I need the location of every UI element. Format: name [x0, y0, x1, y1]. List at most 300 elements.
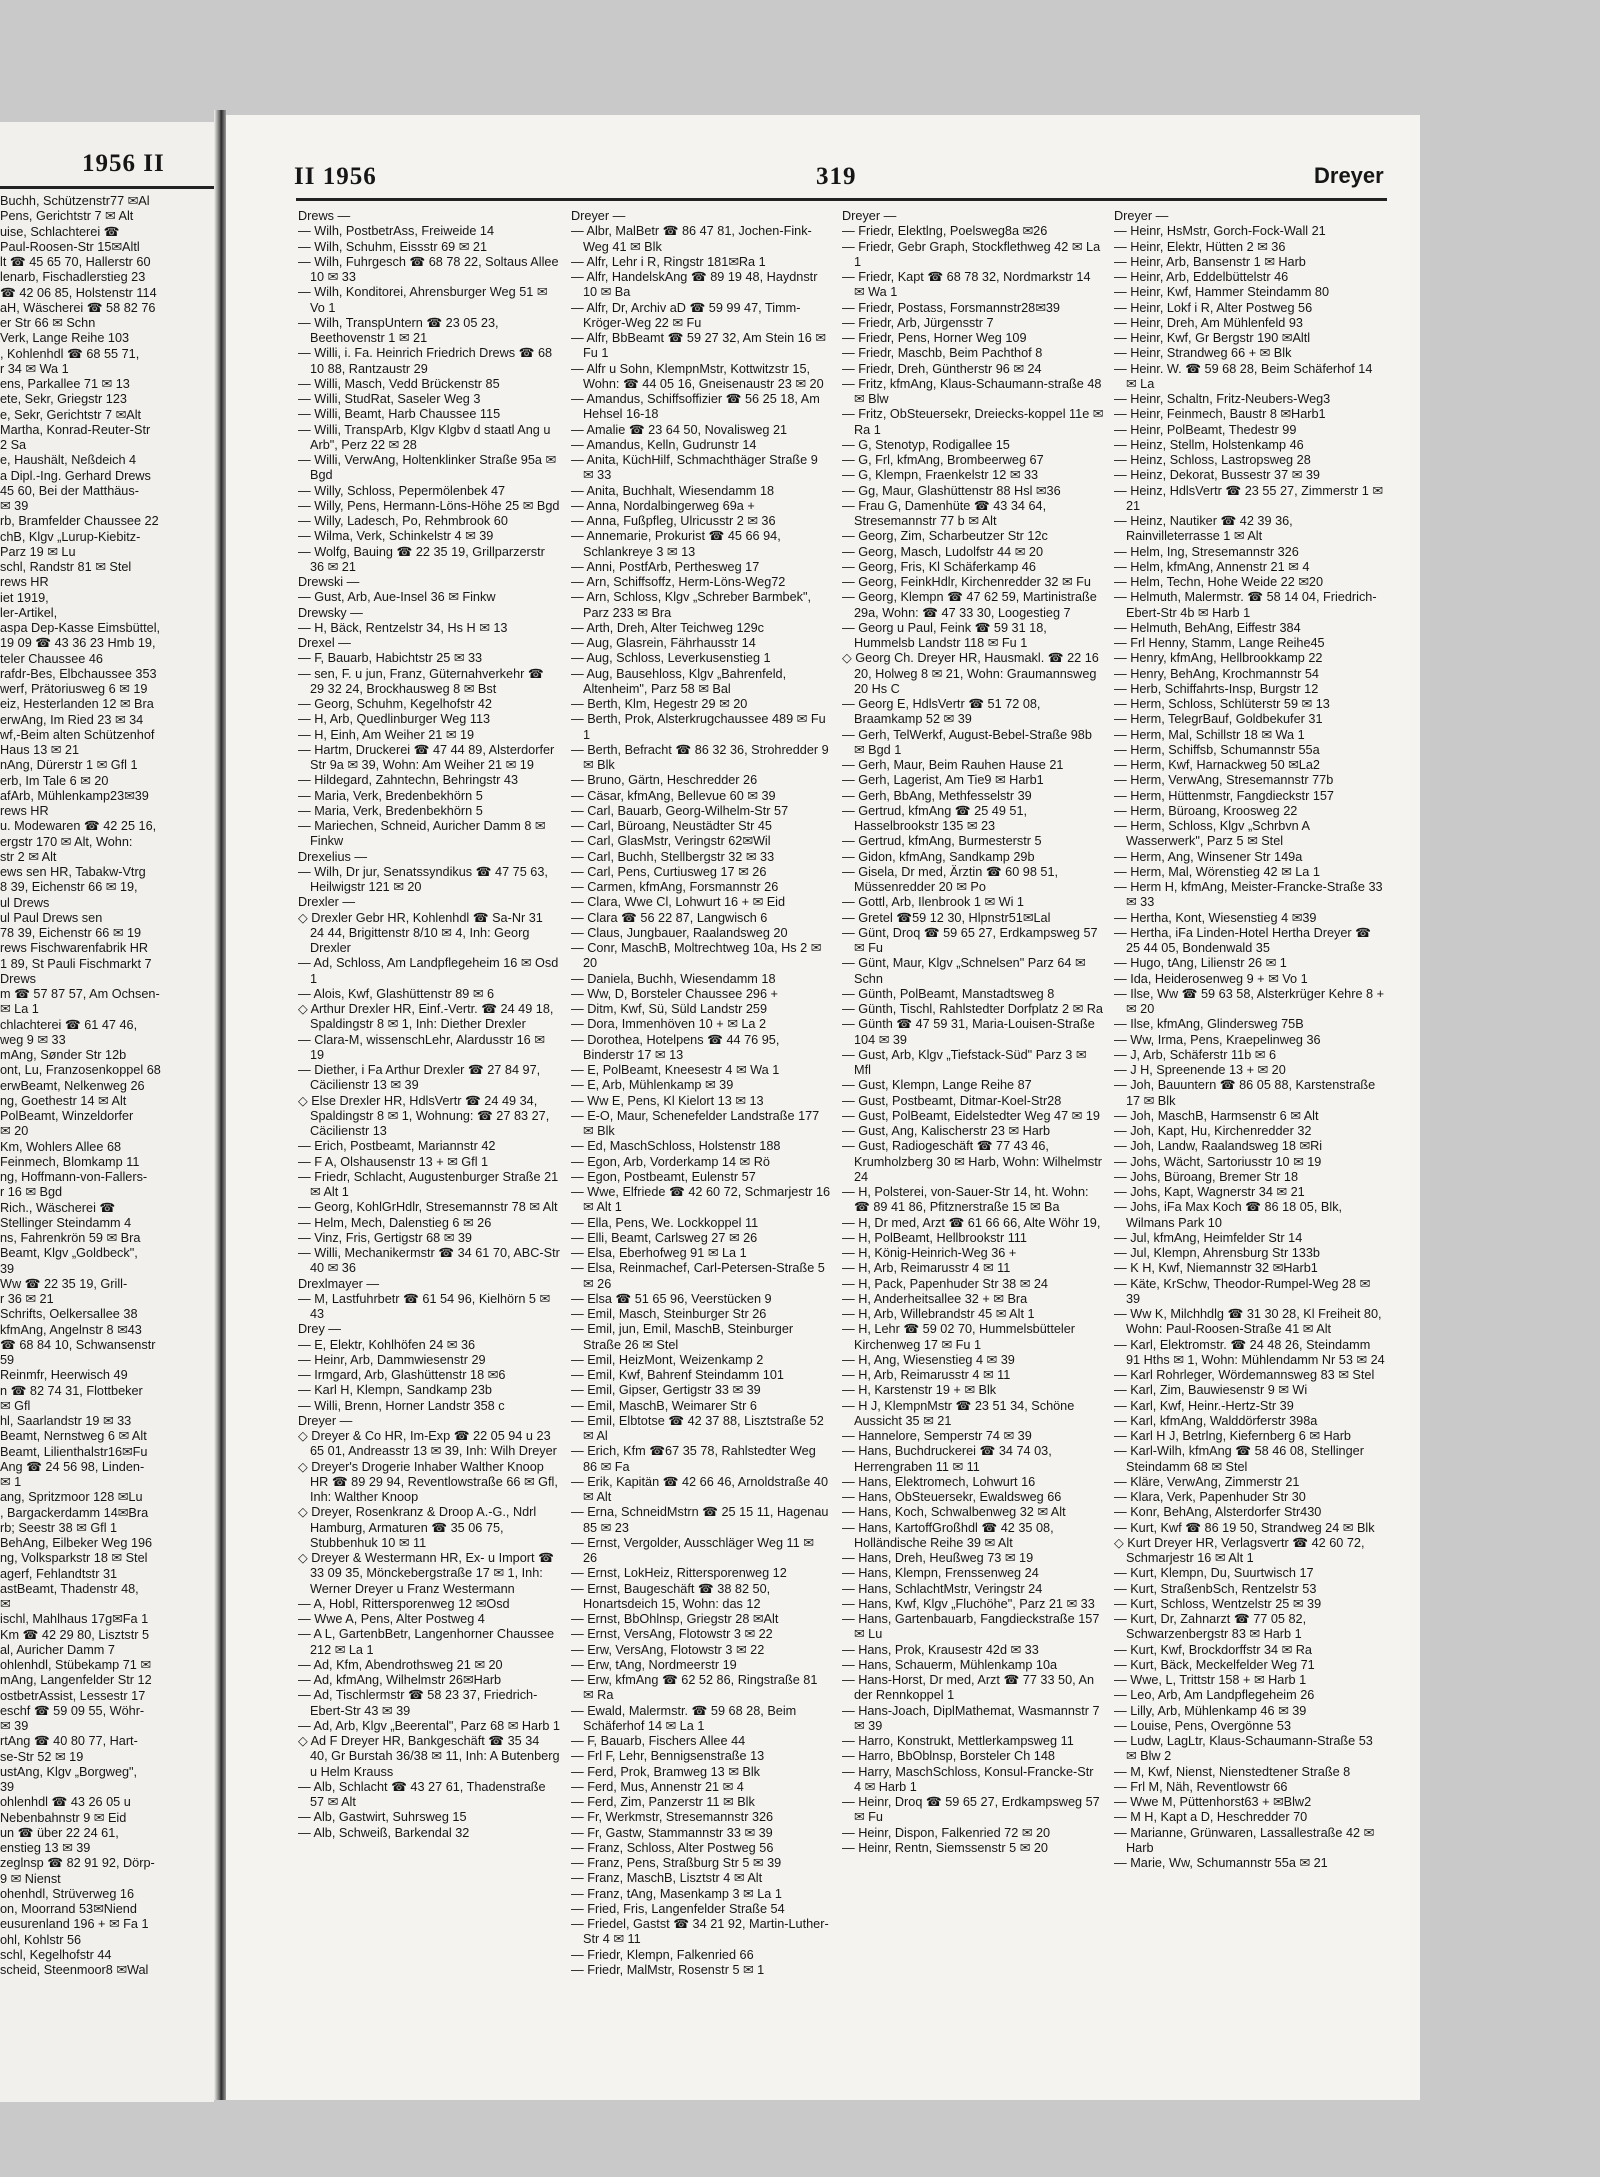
- directory-entry: — Klara, Verk, Papenhuder Str 30: [1114, 1490, 1306, 1504]
- directory-entry: — Ernst, VersAng, Flotowstr 3 ✉ 22: [571, 1627, 773, 1642]
- directory-entry: — Günth, PolBeamt, Manstadtsweg 8: [842, 986, 1055, 1001]
- directory-entry: — Kurt, Schloss, Wentzelstr 25 ✉ 39: [1114, 1596, 1322, 1611]
- directory-entry: rtAng ☎ 40 80 77, Hart-: [0, 1734, 138, 1749]
- directory-entry: nAng, Dürerstr 1 ✉ Gfl 1: [0, 758, 138, 773]
- directory-entry: — Erw, kfmAng ☎ 62 52 86, Ringstraße 81 ✉ Ra: [571, 1673, 818, 1703]
- directory-entry: — Helmuth, Malermstr. ☎ 58 14 04, Friedrich-Ebert-Str 4b ✉ Harb 1: [1114, 590, 1377, 620]
- directory-entry: — Heinr. W. ☎ 59 68 28, Beim Schäferhof 14 ✉ La: [1114, 361, 1373, 391]
- directory-entry: — Wilh, PostbetrAss, Freiweide 14: [298, 224, 495, 239]
- directory-column-2: [571, 209, 831, 1978]
- directory-entry: — Ad, kfmAng, Wilhelmstr 26✉Harb: [298, 1673, 502, 1687]
- directory-entry: — Gretel ☎59 12 30, Hlpnstr51✉Lal: [842, 910, 1051, 925]
- directory-entry: , Kohlenhdl ☎ 68 55 71,: [0, 346, 140, 361]
- directory-entry: — Ad, Kfm, Abendrothsweg 21 ✉ 20: [298, 1657, 503, 1672]
- directory-entry: — Hans, Dreh, Heußweg 73 ✉ 19: [842, 1551, 1034, 1565]
- directory-entry: — Fr, Gastw, Stammannstr 33 ✉ 39: [571, 1825, 773, 1840]
- directory-entry: ul Paul Drews sen: [0, 910, 103, 925]
- directory-entry: ont, Lu, Franzosenkoppel 68: [0, 1063, 161, 1078]
- directory-entry: — Carmen, kfmAng, Forsmannstr 26: [571, 880, 779, 894]
- directory-entry: — Hans, Klempn, Frenssenweg 24: [842, 1566, 1039, 1581]
- directory-entry: — Ernst, LokHeiz, Rittersporenweg 12: [571, 1566, 787, 1581]
- directory-entry: eschf ☎ 59 09 55, Wöhr-: [0, 1703, 145, 1718]
- directory-entry: — Heinr, Kwf, Gr Bergstr 190 ✉Altl: [1114, 331, 1311, 345]
- directory-entry: — Conr, MaschB, Moltrechtweg 10a, Hs 2 ✉ 20: [571, 941, 822, 971]
- directory-entry: — Alb, Schlacht ☎ 43 27 61, Thadenstraße 57 ✉ Alt: [298, 1779, 546, 1809]
- directory-entry: Verk, Lange Reihe 103: [0, 331, 130, 346]
- directory-entry: — Ww K, Milchhdlg ☎ 31 30 28, Kl Freiheit 80, Wohn: Paul-Roosen-Straße 41 ✉ Alt: [1114, 1307, 1382, 1337]
- directory-entry: 8 39, Eichenstr 66 ✉ 19,: [0, 880, 138, 895]
- directory-entry: — Emil, Gipser, Gertigstr 33 ✉ 39: [571, 1383, 761, 1398]
- directory-entry: ✉ La 1: [0, 1002, 39, 1017]
- directory-entry: Pens, Gerichtstr 7 ✉ Alt: [0, 209, 134, 224]
- directory-entry: — Herm H, kfmAng, Meister-Francke-Straße 33 ✉ 33: [1114, 880, 1383, 910]
- directory-entry: on, Moorrand 53✉Niend: [0, 1902, 137, 1916]
- directory-entry: — Arn, Schloss, Klgv „Schreber Barmbek", Parz 233 ✉ Bra: [571, 590, 812, 620]
- directory-entry: — Franz, tAng, Masenkamp 3 ✉ La 1: [571, 1886, 782, 1901]
- directory-entry: — Amandus, Schiffsoffizier ☎ 56 25 18, Am Hehsel 16-18: [571, 392, 820, 422]
- directory-entry: — Hannelore, Semperstr 74 ✉ 39: [842, 1429, 1032, 1443]
- directory-entry: — Friedr, Dreh, Güntherstr 96 ✉ 24: [842, 361, 1042, 376]
- directory-entry: — Ferd, Prok, Bramweg 13 ✉ Blk: [571, 1764, 761, 1779]
- directory-entry: Rich., Wäscherei ☎: [0, 1200, 116, 1215]
- directory-entry: — Berth, Befracht ☎ 86 32 36, Strohredder 9 ✉ Blk: [571, 742, 829, 772]
- directory-entry: — Alfr, BbBeamt ☎ 59 27 32, Am Stein 16 ✉ Fu 1: [571, 331, 826, 361]
- directory-entry: — H, PolBeamt, Hellbrookstr 111: [842, 1230, 1027, 1245]
- left-header-rule: [0, 186, 214, 189]
- directory-entry: — Vinz, Fris, Gertigstr 68 ✉ 39: [298, 1230, 472, 1245]
- directory-entry: — Gerh, Maur, Beim Rauhen Hause 21: [842, 758, 1064, 772]
- directory-entry: — Kurt, Dr, Zahnarzt ☎ 77 05 82, Schwarzenbergstr 83 ✉ Harb 1: [1114, 1612, 1307, 1642]
- directory-entry: — Heinr, HsMstr, Gorch-Fock-Wall 21: [1114, 224, 1326, 239]
- directory-entry: — Friedr, Arb, Jürgensstr 7: [842, 315, 994, 330]
- directory-entry: — Karl, kfmAng, Walddörferstr 398a: [1114, 1413, 1318, 1428]
- directory-entry: — Ida, Heiderosenweg 9 + ✉ Vo 1: [1114, 971, 1308, 986]
- directory-entry: rews HR: [0, 575, 49, 590]
- directory-entry: — Wilh, Konditorei, Ahrensburger Weg 51 ✉ Vo 1: [298, 285, 548, 315]
- directory-entry: — Ad, Tischlermstr ☎ 58 23 37, Friedrich-Ebert-Str 43 ✉ 39: [298, 1688, 538, 1718]
- directory-entry: — F, Bauarb, Habichtstr 25 ✉ 33: [298, 651, 483, 666]
- directory-entry: — Carl, Buchh, Stellbergstr 32 ✉ 33: [571, 849, 775, 864]
- directory-entry: Ang ☎ 24 56 98, Linden-: [0, 1459, 145, 1474]
- directory-entry: — Ilse, kfmAng, Glindersweg 75B: [1114, 1017, 1304, 1032]
- directory-entry: Buchh, Schützenstr77 ✉Al: [0, 194, 150, 208]
- directory-entry: Ww ☎ 22 35 19, Grill-: [0, 1276, 128, 1291]
- directory-entry: — Diether, i Fa Arthur Drexler ☎ 27 84 97, Cäcilienstr 13 ✉ 39: [298, 1063, 541, 1093]
- directory-entry: 59: [0, 1353, 15, 1367]
- directory-entry: ◇ Georg Ch. Dreyer HR, Hausmakl. ☎ 22 16 20, Holweg 8 ✉ 21, Wohn: Graumannsweg 20 Hs C: [842, 651, 1099, 696]
- directory-entry: — Georg, Schuhm, Kegelhofstr 42: [298, 697, 492, 711]
- directory-entry: — Harry, MaschSchloss, Konsul-Francke-Str 4 ✉ Harb 1: [842, 1764, 1094, 1794]
- directory-entry: — Hartm, Druckerei ☎ 47 44 89, Alsterdorfer Str 9a ✉ 39, Wohn: Am Weiher 21 ✉ 19: [298, 742, 555, 772]
- directory-entry: ang, Spritzmoor 128 ✉Lu: [0, 1490, 143, 1505]
- directory-entry: — Anna, Nordalbingerweg 69a +: [571, 498, 755, 513]
- directory-entry: — Konr, BehAng, Alsterdorfer Str430: [1114, 1505, 1322, 1520]
- directory-entry: ◇ Drexler Gebr HR, Kohlenhdl ☎ Sa-Nr 31 24 44, Brigittenstr 8/10 ✉ 4, Inh: Georg Drexler: [298, 910, 543, 955]
- directory-entry: — Lilly, Arb, Mühlenkamp 46 ✉ 39: [1114, 1703, 1307, 1718]
- directory-entry: — Friedr, Kapt ☎ 68 78 32, Nordmarkstr 14 ✉ Wa 1: [842, 270, 1091, 300]
- directory-entry: — Heinr, Dreh, Am Mühlenfeld 93: [1114, 315, 1303, 330]
- directory-entry: aH, Wäscherei ☎ 58 82 76: [0, 300, 156, 315]
- directory-entry: Martha, Konrad-Reuter-Str: [0, 422, 151, 437]
- directory-entry: agerf, Fehlandtstr 31: [0, 1566, 118, 1581]
- directory-entry: — Wilh, TranspUntern ☎ 23 05 23, Beethovenstr 1 ✉ 21: [298, 315, 499, 345]
- directory-entry: — Herm, Hüttenmstr, Fangdieckstr 157: [1114, 788, 1334, 803]
- directory-entry: — Willi, VerwAng, Holtenklinker Straße 95a ✉ Bgd: [298, 453, 557, 483]
- directory-entry: ohlenhdl, Stübekamp 71 ✉: [0, 1658, 151, 1672]
- running-head-year: II 1956: [294, 163, 377, 190]
- directory-entry: — Anita, KüchHilf, Schmachthäger Straße 9 ✉ 33: [571, 453, 818, 483]
- directory-entry: Km, Wohlers Allee 68: [0, 1139, 122, 1154]
- directory-entry: — Hans, Gartenbauarb, Fangdieckstraße 157 ✉ Lu: [842, 1612, 1100, 1642]
- directory-entry: — Fritz, ObSteuersekr, Dreiecks-koppel 11e ✉ Ra 1: [842, 407, 1104, 437]
- directory-entry: str 2 ✉ Alt: [0, 849, 57, 864]
- directory-entry: — Karl, Kwf, Heinr.-Hertz-Str 39: [1114, 1398, 1294, 1413]
- directory-entry: ohl, Kohlstr 56: [0, 1932, 82, 1947]
- directory-entry: — Carl, Bauarb, Georg-Wilhelm-Str 57: [571, 803, 789, 818]
- directory-entry: — Heinz, Schloss, Lastropsweg 28: [1114, 453, 1311, 467]
- directory-entry: — Heinr, Rentn, Siemssenstr 5 ✉ 20: [842, 1840, 1048, 1855]
- directory-entry: — Heinr, PolBeamt, Thedestr 99: [1114, 422, 1297, 437]
- directory-entry: ✉ Gfl: [0, 1398, 31, 1413]
- directory-entry: — Willy, Schloss, Pepermölenbek 47: [298, 483, 506, 498]
- left-running-head: 1956 II: [82, 150, 165, 177]
- directory-entry: mAng, Langenfelder Str 12: [0, 1673, 152, 1688]
- directory-entry: — Emil, jun, Emil, MaschB, Steinburger Straße 26 ✉ Stel: [571, 1322, 794, 1352]
- directory-entry: — Alfr, Dr, Archiv aD ☎ 59 99 47, Timm-Kröger-Weg 22 ✉ Fu: [571, 300, 801, 330]
- surname-heading: Drey —: [298, 1322, 341, 1337]
- directory-entry: — Irmgard, Arb, Glashüttenstr 18 ✉6: [298, 1368, 506, 1382]
- directory-entry: — Wwe, L, Trittstr 158 + ✉ Harb 1: [1114, 1673, 1307, 1687]
- directory-entry: ◇ Dreyer's Drogerie Inhaber Walther Knoop HR ☎ 89 29 94, Reventlowstraße 66 ✉ Gfl, Inh: Walther Knoop: [298, 1459, 558, 1504]
- directory-entry: — Georg E, HdlsVertr ☎ 51 72 08, Braamkamp 52 ✉ 39: [842, 697, 1041, 727]
- directory-entry: — Friedr, Pens, Horner Weg 109: [842, 331, 1027, 345]
- directory-entry: — Elli, Beamt, Carlsweg 27 ✉ 26: [571, 1230, 758, 1245]
- directory-entry: — Georg, Masch, Ludolfstr 44 ✉ 20: [842, 544, 1044, 559]
- directory-entry: Parz 19 ✉ Lu: [0, 544, 76, 559]
- directory-entry: — Johs, Wächt, Sartoriusstr 10 ✉ 19: [1114, 1154, 1322, 1169]
- directory-entry: — Mariechen, Schneid, Auricher Damm 8 ✉ Finkw: [298, 819, 546, 849]
- directory-entry: — Karl-Wilh, kfmAng ☎ 58 46 08, Stellinger Steindamm 68 ✉ Stel: [1114, 1444, 1364, 1474]
- directory-entry: — Ernst, Baugeschäft ☎ 38 82 50, Honartsdeich 15, Wohn: das 12: [571, 1581, 771, 1611]
- directory-entry: — Johs, Kapt, Wagnerstr 34 ✉ 21: [1114, 1185, 1305, 1199]
- directory-entry: — Kurt, Kwf, Brockdorffstr 34 ✉ Ra: [1114, 1642, 1312, 1657]
- directory-entry: — E, PolBeamt, Kneesestr 4 ✉ Wa 1: [571, 1063, 780, 1077]
- directory-entry: schl, Kegelhofstr 44: [0, 1947, 112, 1962]
- directory-entry: — H, Pack, Papenhuder Str 38 ✉ 24: [842, 1276, 1048, 1291]
- directory-entry: — Heinz, Stellm, Holstenkamp 46: [1114, 437, 1304, 452]
- directory-entry: — Alfr u Sohn, KlempnMstr, Kottwitzstr 15, Wohn: ☎ 44 05 16, Gneisenaustr 23 ✉ 20: [571, 361, 824, 391]
- running-head-name: Dreyer: [1314, 163, 1384, 188]
- directory-entry: — Friedel, Gastst ☎ 34 21 92, Martin-Luther-Str 4 ✉ 11: [571, 1917, 829, 1947]
- directory-entry: iet 1919,: [0, 590, 49, 605]
- directory-entry: — H, Polsterei, von-Sauer-Str 14, ht. Wohn: ☎ 89 41 86, Pfitznerstraße 15 ✉ Ba: [842, 1185, 1089, 1215]
- directory-entry: se-Str 52 ✉ 19: [0, 1749, 84, 1764]
- directory-entry: Km ☎ 42 29 80, Lisztstr 5: [0, 1627, 150, 1642]
- directory-entry: — Georg u Paul, Feink ☎ 59 31 18, Hummelsb Landstr 118 ✉ Fu 1: [842, 620, 1047, 650]
- directory-entry: — Friedr, MalMstr, Rosenstr 5 ✉ 1: [571, 1962, 765, 1977]
- directory-entry: — Carl, Büroang, Neustädter Str 45: [571, 819, 772, 833]
- directory-entry: — Günth ☎ 47 59 31, Maria-Louisen-Straße 104 ✉ 39: [842, 1017, 1095, 1047]
- directory-entry: — Harro, BbOblnsp, Borsteler Ch 148: [842, 1749, 1055, 1764]
- directory-entry: — Heinz, Nautiker ☎ 42 39 36, Rainvilleterrasse 1 ✉ Alt: [1114, 514, 1293, 544]
- directory-entry: — H, Anderheitsallee 32 + ✉ Bra: [842, 1291, 1028, 1306]
- directory-entry: — Willi, StudRat, Saseler Weg 3: [298, 392, 481, 406]
- directory-entry: — Dora, Immenhöven 10 + ✉ La 2: [571, 1017, 767, 1032]
- directory-entry: — Willy, Ladesch, Po, Rehmbrook 60: [298, 514, 508, 528]
- directory-entry: — Heinr, Dispon, Falkenried 72 ✉ 20: [842, 1825, 1051, 1840]
- directory-entry: — Arth, Dreh, Alter Teichweg 129c: [571, 620, 764, 635]
- directory-entry: 39: [0, 1261, 15, 1276]
- directory-entry: — Erich, Postbeamt, Mariannstr 42: [298, 1139, 496, 1154]
- directory-entry: — Georg, KohlGrHdlr, Stresemannstr 78 ✉ Alt: [298, 1200, 558, 1215]
- directory-entry: — Heinr, Lokf i R, Alter Postweg 56: [1114, 300, 1313, 315]
- directory-entry: — Hans, SchlachtMstr, Veringstr 24: [842, 1581, 1043, 1596]
- directory-entry: — Gust, Arb, Aue-Insel 36 ✉ Finkw: [298, 590, 496, 605]
- directory-entry: — Willi, i. Fa. Heinrich Friedrich Drews ☎ 68 10 88, Rantzaustr 29: [298, 346, 553, 376]
- directory-entry: — Hertha, Kont, Wiesenstieg 4 ✉39: [1114, 910, 1317, 925]
- directory-entry: — Herm, Ang, Winsener Str 149a: [1114, 849, 1303, 864]
- directory-entry: weg 9 ✉ 33: [0, 1032, 66, 1047]
- directory-entry: — H, Arb, Reimarusstr 4 ✉ 11: [842, 1368, 1011, 1382]
- directory-entry: — Elsa, Eberhofweg 91 ✉ La 1: [571, 1246, 747, 1260]
- directory-entry: schl, Randstr 81 ✉ Stel: [0, 560, 132, 574]
- surname-heading: Dreyer —: [1114, 209, 1169, 223]
- directory-entry: hl, Saarlandstr 19 ✉ 33: [0, 1414, 132, 1428]
- directory-entry: — Herm, Büroang, Kroosweg 22: [1114, 803, 1298, 818]
- directory-entry: — Georg, Zim, Scharbeutzer Str 12c: [842, 529, 1048, 544]
- directory-entry: ◇ Else Drexler HR, HdlsVertr ☎ 24 49 34, Spaldingstr 8 ✉ 1, Wohnung: ☎ 27 83 27, Cäcilienstr 13: [298, 1093, 550, 1138]
- directory-entry: — Wilh, Fuhrgesch ☎ 68 78 22, Soltaus Allee 10 ✉ 33: [298, 254, 559, 284]
- directory-entry: 78 39, Eichenstr 66 ✉ 19: [0, 926, 142, 940]
- directory-entry: — Aug, Bausehloss, Klgv „Bahrenfeld, Altenheim", Parz 58 ✉ Bal: [571, 666, 787, 696]
- directory-entry: — Gust, Arb, Klgv „Tiefstack-Süd" Parz 3 ✉ Mfl: [842, 1047, 1087, 1077]
- directory-entry: ◇ Dreyer & Westermann HR, Ex- u Import ☎ 33 09 35, Mönckebergstraße 17 ✉ 1, Inh: Werner Dreyer u Franz Westermann: [298, 1551, 554, 1596]
- directory-entry: e, Haushält, Neßdeich 4: [0, 453, 137, 468]
- directory-entry: ng, Hoffmann-von-Fallers-: [0, 1170, 148, 1184]
- directory-entry: lenarb, Fischadlerstieg 23: [0, 270, 146, 285]
- directory-entry: uise, Schlachterei ☎: [0, 224, 120, 239]
- directory-entry: ✉ 1: [0, 1475, 22, 1489]
- directory-entry: — Helm, Mech, Dalenstieg 6 ✉ 26: [298, 1215, 492, 1230]
- directory-entry: — Herm, Mal, Schillstr 18 ✉ Wa 1: [1114, 727, 1305, 742]
- directory-entry: — Helm, Ing, Stresemannstr 326: [1114, 544, 1299, 559]
- directory-entry: — Ilse, Ww ☎ 59 63 58, Alsterkrüger Kehre 8 + ✉ 20: [1114, 986, 1385, 1016]
- directory-entry: n ☎ 82 74 31, Flottbeker: [0, 1383, 143, 1398]
- directory-entry: — Berth, Klm, Hegestr 29 ✉ 20: [571, 697, 748, 711]
- directory-entry: r 36 ✉ 21: [0, 1292, 54, 1306]
- directory-entry: — Egon, Arb, Vorderkamp 14 ✉ Rö: [571, 1154, 770, 1169]
- directory-entry: ◇ Dreyer, Rosenkranz & Droop A.-G., Ndrl Hamburg, Armaturen ☎ 35 06 75, Stubbenhuk 10 ✉ 11: [298, 1505, 537, 1550]
- directory-entry: — Willy, Pens, Hermann-Löns-Höhe 25 ✉ Bgd: [298, 498, 560, 513]
- directory-entry: — H, Arb, Reimarusstr 4 ✉ 11: [842, 1261, 1011, 1276]
- directory-entry: — Maria, Verk, Bredenbekhörn 5: [298, 788, 483, 803]
- directory-entry: — Frau G, Damenhüte ☎ 43 34 64, Stresemannstr 77 b ✉ Alt: [842, 498, 1047, 528]
- directory-entry: — Emil, MaschB, Weimarer Str 6: [571, 1398, 757, 1413]
- directory-entry: Schrifts, Oelkersallee 38: [0, 1307, 138, 1322]
- directory-entry: — Marie, Ww, Schumannstr 55a ✉ 21: [1114, 1856, 1328, 1870]
- directory-entry: — Bruno, Gärtn, Heschredder 26: [571, 773, 758, 788]
- directory-entry: — Jul, Klempn, Ahrensburg Str 133b: [1114, 1246, 1320, 1260]
- directory-entry: — Herb, Schiffahrts-Insp, Burgstr 12: [1114, 681, 1319, 696]
- directory-entry: — Herm, TelegrBauf, Goldbekufer 31: [1114, 712, 1323, 727]
- directory-entry: — Emil, HeizMont, Weizenkamp 2: [571, 1352, 764, 1367]
- directory-entry: PolBeamt, Winzeldorfer: [0, 1109, 134, 1123]
- directory-entry: — Alfr, HandelskAng ☎ 89 19 48, Haydnstr 10 ✉ Ba: [571, 270, 818, 300]
- directory-entry: erwBeamt, Nelkenweg 26: [0, 1078, 145, 1093]
- directory-entry: — Arn, Schiffsoffz, Herm-Löns-Weg72: [571, 575, 786, 589]
- directory-entry: — F A, Olshausenstr 13 + ✉ Gfl 1: [298, 1154, 489, 1169]
- directory-entry: — Gisela, Dr med, Ärztin ☎ 60 98 51, Müssenredder 20 ✉ Po: [842, 864, 1059, 894]
- directory-entry: mAng, Sønder Str 12b: [0, 1048, 127, 1062]
- directory-entry: — Georg, FeinkHdlr, Kirchenredder 32 ✉ Fu: [842, 575, 1091, 589]
- directory-entry: — Henry, kfmAng, Hellbrookkamp 22: [1114, 651, 1323, 666]
- directory-entry: ete, Sekr, Griegstr 123: [0, 392, 127, 407]
- directory-entry: — Heinr, Arb, Dammwiesenstr 29: [298, 1352, 486, 1367]
- directory-entry: — Anita, Buchhalt, Wiesendamm 18: [571, 483, 775, 498]
- surname-heading: Drewsky —: [298, 605, 363, 620]
- directory-entry: — Joh, Landw, Raalandsweg 18 ✉Ri: [1114, 1139, 1323, 1154]
- directory-entry: — Willi, Mechanikermstr ☎ 34 61 70, ABC-Str 40 ✉ 36: [298, 1246, 560, 1276]
- directory-entry: — Franz, Schloss, Alter Postweg 56: [571, 1840, 774, 1855]
- directory-entry: — Maria, Verk, Bredenbekhörn 5: [298, 803, 483, 818]
- directory-entry: — G, Klempn, Fraenkelstr 12 ✉ 33: [842, 468, 1039, 483]
- directory-entry: — Hans, ObSteuersekr, Ewaldsweg 66: [842, 1490, 1062, 1504]
- directory-entry: eusurenland 196 + ✉ Fa 1: [0, 1917, 149, 1932]
- directory-entry: — Helm, Techn, Hohe Weide 22 ✉20: [1114, 575, 1324, 589]
- directory-entry: — Kurt, Bäck, Meckelfelder Weg 71: [1114, 1657, 1315, 1672]
- directory-entry: — Hans, Prok, Krausestr 42d ✉ 33: [842, 1642, 1039, 1657]
- directory-entry: — Friedr, Postass, Forsmannstr28✉39: [842, 300, 1060, 315]
- directory-entry: — Karl H, Klempn, Sandkamp 23b: [298, 1383, 492, 1398]
- directory-entry: — Wwe, Elfriede ☎ 42 60 72, Schmarjestr 16 ✉ Alt 1: [571, 1185, 831, 1215]
- directory-entry: — Friedr, Gebr Graph, Stockflethweg 42 ✉ La 1: [842, 239, 1101, 269]
- directory-entry: Feinmech, Blomkamp 11: [0, 1154, 140, 1169]
- directory-entry: — Gertrud, kfmAng, Burmesterstr 5: [842, 834, 1042, 849]
- directory-entry: — Frl Henny, Stamm, Lange Reihe45: [1114, 636, 1325, 650]
- directory-entry: lt ☎ 45 65 70, Hallerstr 60: [0, 255, 151, 269]
- directory-entry: — Emil, Masch, Steinburger Str 26: [571, 1307, 767, 1321]
- directory-entry: — Hans, Elektromech, Lohwurt 16: [842, 1474, 1036, 1489]
- directory-entry: — Anni, PostfArb, Perthesweg 17: [571, 559, 760, 574]
- directory-entry: un ☎ über 22 24 61,: [0, 1825, 119, 1840]
- directory-entry: er Str 66 ✉ Schn: [0, 316, 96, 330]
- directory-entry: — Ferd, Zim, Panzerstr 11 ✉ Blk: [571, 1795, 755, 1809]
- directory-entry: — Herm, Schloss, Schlüterstr 59 ✉ 13: [1114, 697, 1330, 711]
- directory-entry: Beamt, Nernstweg 6 ✉ Alt: [0, 1429, 147, 1444]
- directory-entry: — Hans, Kwf, Klgv „Fluchöhe", Parz 21 ✉ 33: [842, 1596, 1095, 1611]
- directory-entry: — Gottl, Arb, Ilenbrook 1 ✉ Wi 1: [842, 895, 1024, 910]
- directory-entry: — Albr, MalBetr ☎ 86 47 81, Jochen-Fink-Weg 41 ✉ Blk: [571, 224, 812, 254]
- directory-entry: — M, Kwf, Nienst, Nienstedtener Straße 8: [1114, 1764, 1351, 1779]
- directory-entry: — J, Arb, Schäferstr 11b ✉ 6: [1114, 1047, 1277, 1062]
- directory-entry: ◇ Dreyer & Co HR, Im-Exp ☎ 22 05 94 u 23 65 01, Andreasstr 13 ✉ 39, Inh: Wilh Dreyer: [298, 1429, 557, 1459]
- surname-heading: Drexelius —: [298, 849, 368, 864]
- directory-entry: ustAng, Klgv „Borgweg",: [0, 1764, 138, 1779]
- directory-entry: 1 89, St Pauli Fischmarkt 7: [0, 956, 152, 971]
- directory-entry: — Gust, PolBeamt, Eidelstedter Weg 47 ✉ 19: [842, 1108, 1100, 1123]
- directory-entry: — Gust, Radiogeschäft ☎ 77 43 46, Krumholzberg 30 ✉ Harb, Wohn: Wilhelmstr 24: [842, 1139, 1103, 1184]
- directory-entry: — Fr, Werkmstr, Stresemannstr 326: [571, 1810, 774, 1825]
- directory-entry: — H, Einh, Am Weiher 21 ✉ 19: [298, 727, 475, 742]
- directory-entry: — Willi, Masch, Vedd Brückenstr 85: [298, 376, 500, 391]
- directory-entry: — E-O, Maur, Schenefelder Landstraße 177 ✉ Blk: [571, 1108, 820, 1138]
- directory-entry: — Karl, Elektromstr. ☎ 24 48 26, Steindamm 91 Hths ✉ 1, Wohn: Mühlendamm Nr 53 ✉ 24: [1114, 1337, 1385, 1367]
- directory-entry: — Ad, Arb, Klgv „Beerental", Parz 68 ✉ Harb 1: [298, 1718, 560, 1733]
- directory-entry: — Ww, D, Borsteler Chaussee 296 +: [571, 986, 778, 1001]
- directory-entry: Nebenbahnstr 9 ✉ Eid: [0, 1810, 127, 1825]
- directory-entry: — Joh, Kapt, Hu, Kirchenredder 32: [1114, 1124, 1312, 1138]
- directory-entry: — Karl Rohrleger, Wördemannsweg 83 ✉ Stel: [1114, 1368, 1375, 1382]
- directory-entry: — E, Elektr, Kohlhöfen 24 ✉ 36: [298, 1337, 476, 1352]
- directory-entry: — Karl H J, Betrlng, Kiefernberg 6 ✉ Harb: [1114, 1429, 1351, 1443]
- directory-entry: — Helmuth, BehAng, Eiffestr 384: [1114, 620, 1301, 635]
- directory-entry: — Joh, Bauuntern ☎ 86 05 88, Karstenstraße 17 ✉ Blk: [1114, 1078, 1376, 1108]
- directory-column-1: [298, 209, 560, 1841]
- directory-entry: — Clara ☎ 56 22 87, Langwisch 6: [571, 910, 768, 925]
- directory-entry: — H, Bäck, Rentzelstr 34, Hs H ✉ 13: [298, 620, 508, 635]
- directory-entry: wf,-Beim alten Schützenhof: [0, 727, 155, 742]
- directory-entry: e, Sekr, Gerichtstr 7 ✉Alt: [0, 407, 142, 422]
- directory-entry: — H, König-Heinrich-Weg 36 +: [842, 1246, 1017, 1260]
- directory-entry: rafdr-Bes, Elbchaussee 353: [0, 666, 157, 681]
- directory-entry: — Helm, kfmAng, Annenstr 21 ✉ 4: [1114, 559, 1310, 574]
- directory-entry: — Berth, Prok, Alsterkrugchaussee 489 ✉ Fu 1: [571, 712, 826, 742]
- directory-entry: — Ferd, Mus, Annenstr 21 ✉ 4: [571, 1779, 744, 1794]
- directory-entry: — H, Arb, Quedlinburger Weg 113: [298, 712, 491, 727]
- directory-entry: — Elsa ☎ 51 65 96, Veerstücken 9: [571, 1291, 772, 1306]
- left-column: [0, 194, 212, 1978]
- directory-entry: scheid, Steenmoor8 ✉Wal: [0, 1963, 149, 1977]
- directory-entry: — Erik, Kapitän ☎ 42 66 46, Arnoldstraße 40 ✉ Alt: [571, 1474, 829, 1504]
- directory-entry: — Louise, Pens, Overgönne 53: [1114, 1718, 1292, 1733]
- directory-entry: — Ernst, BbOhlnsp, Griegstr 28 ✉Alt: [571, 1612, 779, 1626]
- directory-entry: — Wwe M, Püttenhorst63 + ✉Blw2: [1114, 1795, 1312, 1809]
- directory-entry: ul Drews: [0, 895, 50, 910]
- directory-entry: ng, Goethestr 14 ✉ Alt: [0, 1093, 127, 1108]
- directory-entry: — Hans-Joach, DiplMathemat, Wasmannstr 7 ✉ 39: [842, 1703, 1100, 1733]
- directory-entry: ischl, Mahlhaus 17g✉Fa 1: [0, 1612, 149, 1627]
- directory-entry: — Frl F, Lehr, Bennigsenstraße 13: [571, 1749, 765, 1764]
- directory-entry: — Wolfg, Bauing ☎ 22 35 19, Grillparzerstr 36 ✉ 21: [298, 544, 545, 574]
- directory-entry: ✉: [0, 1597, 11, 1611]
- directory-entry: — Günt, Droq ☎ 59 65 27, Erdkampsweg 57 ✉ Fu: [842, 925, 1098, 955]
- directory-entry: — Ww, Irma, Pens, Kraepelinweg 36: [1114, 1032, 1321, 1047]
- directory-entry: — Franz, Pens, Straßburg Str 5 ✉ 39: [571, 1856, 782, 1870]
- directory-entry: ens, Parkallee 71 ✉ 13: [0, 377, 130, 391]
- directory-entry: — Wilh, Dr jur, Senatssyndikus ☎ 47 75 63, Heilwigstr 121 ✉ 20: [298, 864, 548, 894]
- directory-entry: — Marianne, Grünwaren, Lassallestraße 42 ✉ Harb: [1114, 1825, 1375, 1855]
- directory-entry: , Bargackerdamm 14✉Bra: [0, 1505, 149, 1520]
- directory-entry: — Ditm, Kwf, Sü, Süld Landstr 259: [571, 1002, 768, 1016]
- directory-entry: — Emil, Kwf, Bahrenf Steindamm 101: [571, 1368, 784, 1382]
- directory-entry: — Herm, Kwf, Harnackweg 50 ✉La2: [1114, 758, 1320, 772]
- surname-heading: Drexler —: [298, 895, 356, 910]
- directory-entry: — Aug, Schloss, Leverkusenstieg 1: [571, 651, 771, 666]
- directory-entry: — Heinr, Schaltn, Fritz-Neubers-Weg3: [1114, 392, 1331, 406]
- directory-entry: ohenhdl, Strüverweg 16: [0, 1886, 135, 1901]
- directory-entry: — Herm, Schloss, Klgv „Schrbvn A Wasserwerk", Parz 5 ✉ Stel: [1114, 819, 1310, 849]
- left-page: [0, 122, 214, 2102]
- directory-entry: — H, Arb, Willebrandstr 45 ✉ Alt 1: [842, 1307, 1035, 1321]
- directory-entry: — Willi, TranspArb, Klgv Klgbv d staatl Ang u Arb", Perz 22 ✉ 28: [298, 422, 551, 452]
- directory-entry: — Clara-M, wissenschLehr, Alardusstr 16 ✉ 19: [298, 1032, 545, 1062]
- directory-entry: — Aug, Glasrein, Fährhausstr 14: [571, 636, 756, 650]
- directory-entry: — M H, Kapt a D, Heschredder 70: [1114, 1810, 1308, 1825]
- directory-entry: — A L, GartenbBetr, Langenhorner Chaussee 212 ✉ La 1: [298, 1627, 555, 1657]
- directory-entry: — Ewald, Malermstr. ☎ 59 68 28, Beim Schäferhof 14 ✉ La 1: [571, 1703, 797, 1733]
- directory-entry: 45 60, Bei der Matthäus-: [0, 483, 139, 498]
- directory-entry: — Dorothea, Hotelpens ☎ 44 76 95, Binderstr 17 ✉ 13: [571, 1032, 780, 1062]
